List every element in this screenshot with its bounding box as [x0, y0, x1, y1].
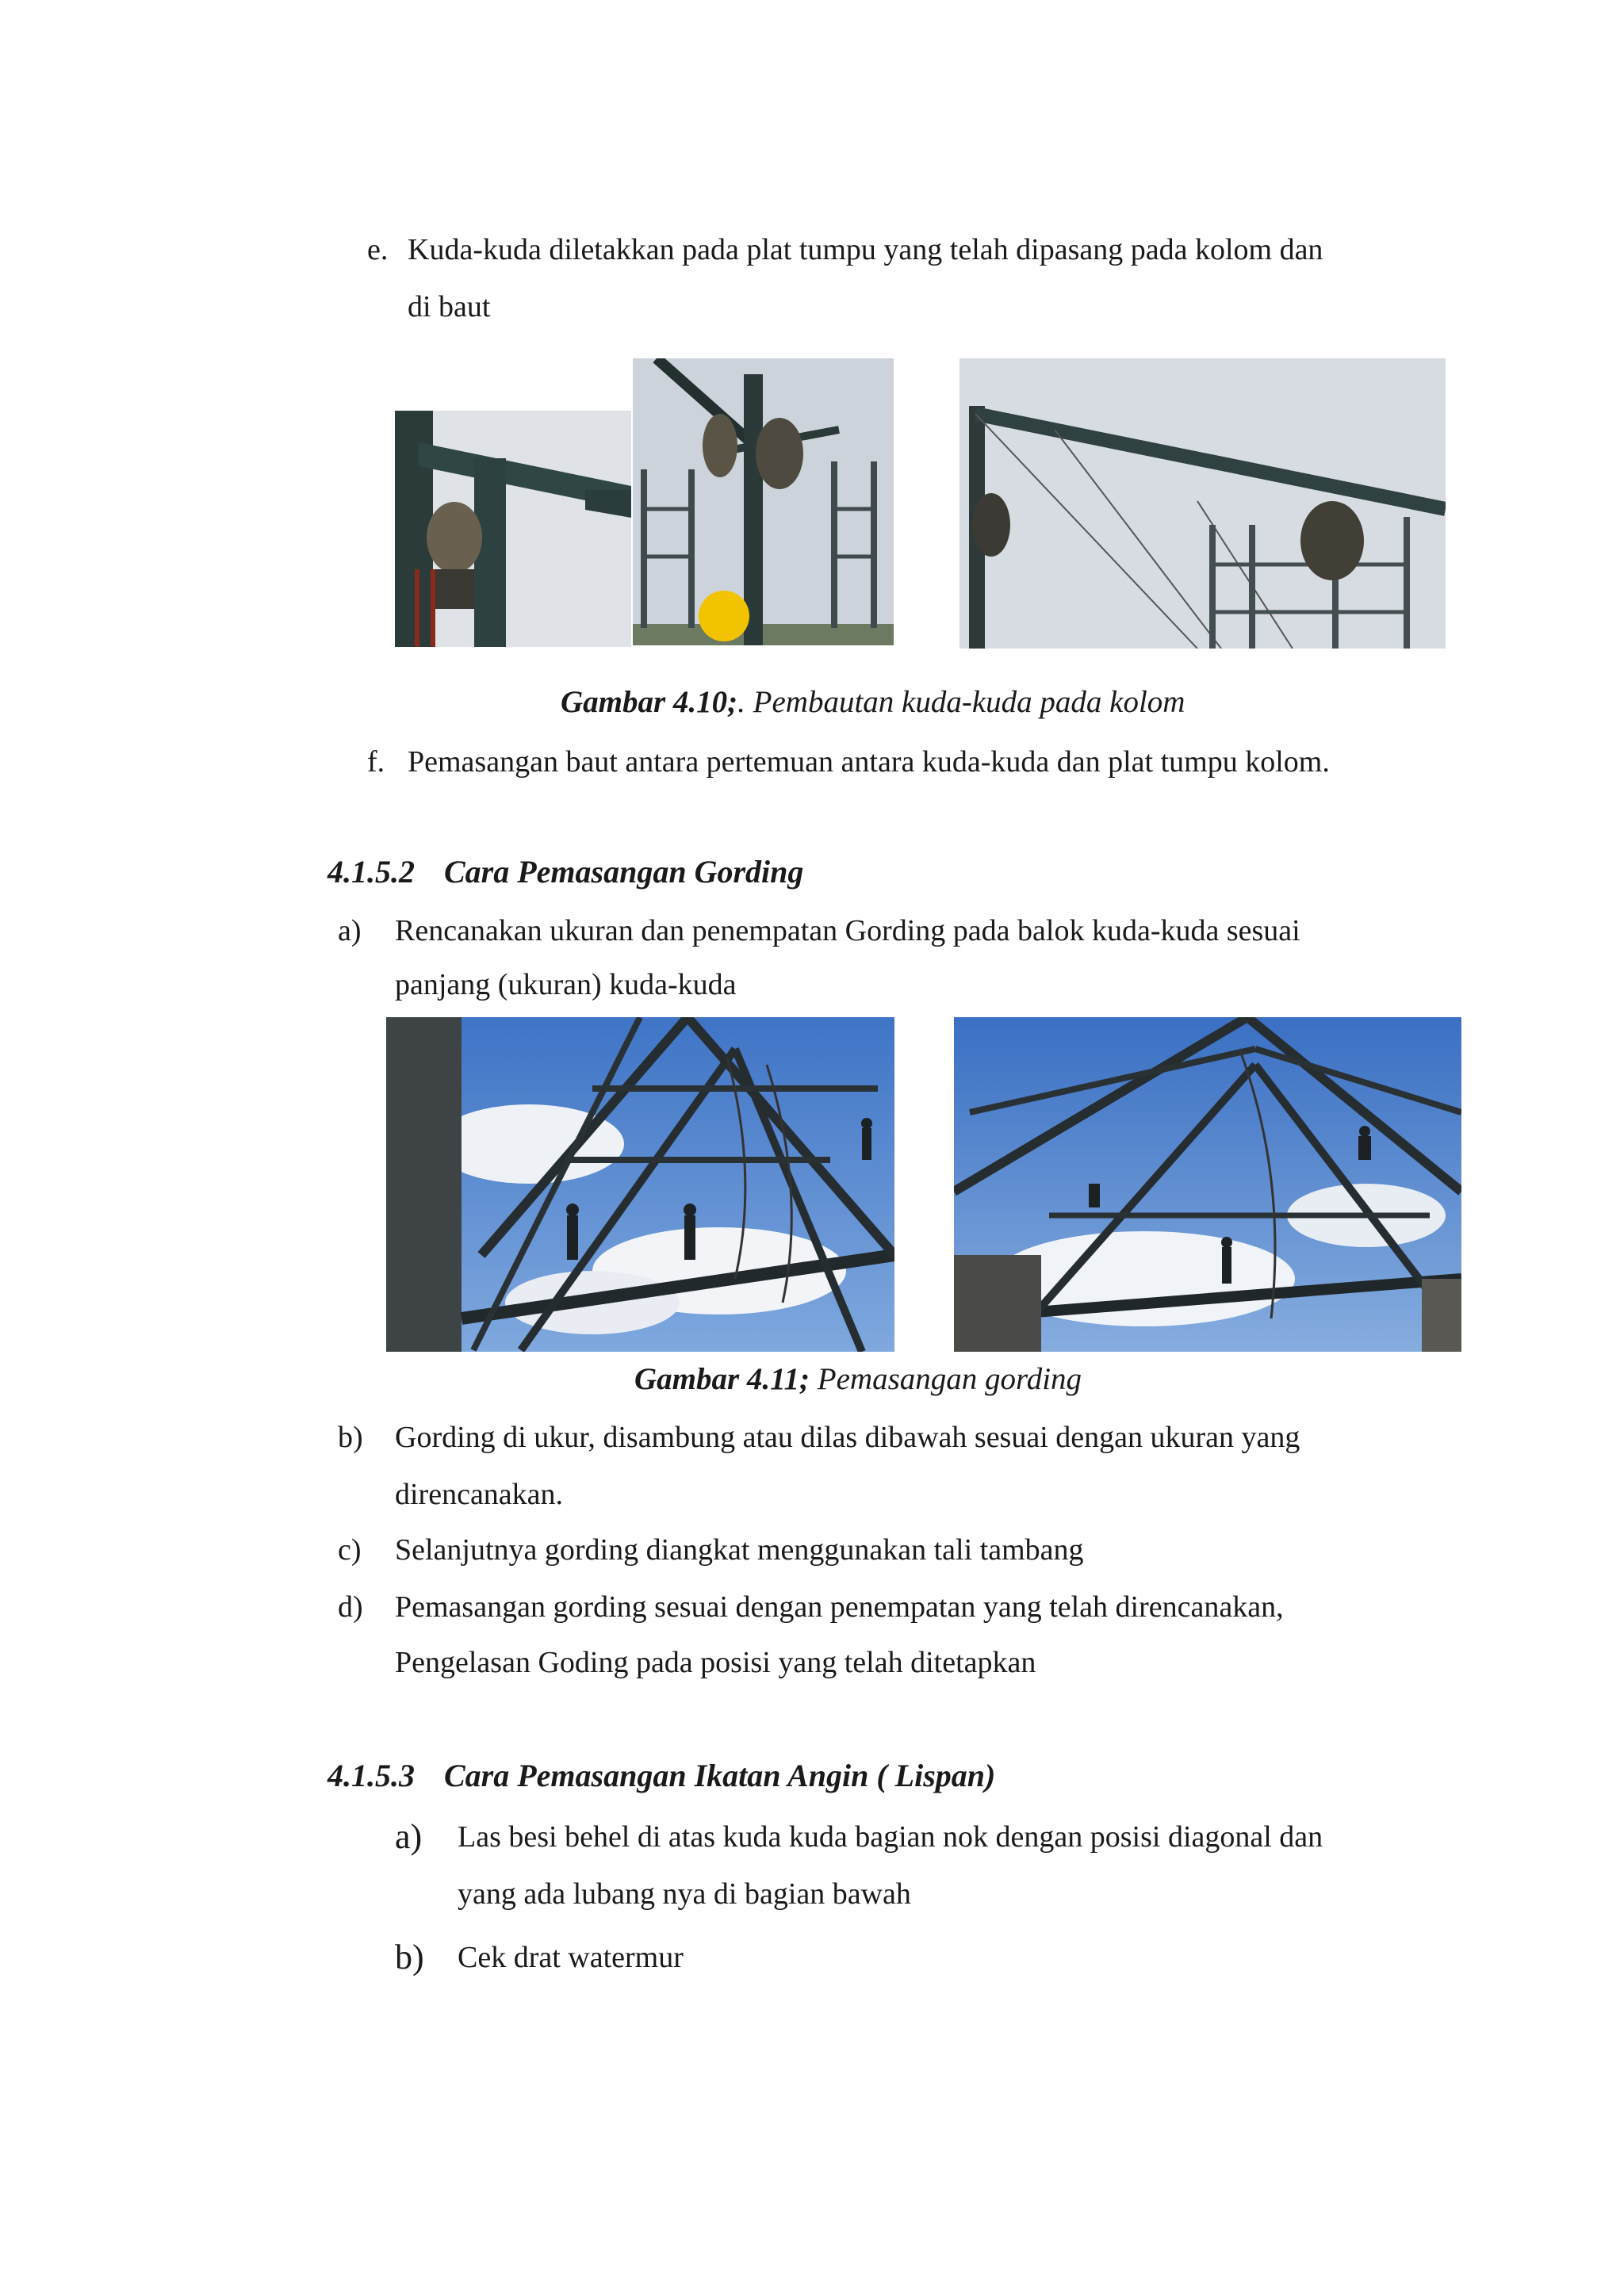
gording-step-d-line1: Pemasangan gording sesuai dengan penempatan yang telah direncanakan, [395, 1590, 1284, 1624]
gording-step-a-line1: Rencanakan ukuran dan penempatan Gording pada balok kuda-kuda sesuai [395, 914, 1300, 947]
section-heading-4-1-5-3 [327, 1757, 995, 1795]
step-f-text: Pemasangan baut antara pertemuan antara kuda-kuda dan plat tumpu kolom. [408, 745, 1330, 779]
gording-step-c-line1: Selanjutnya gording diangkat menggunakan tali tambang [395, 1533, 1084, 1567]
list-marker-b: b) [395, 1938, 424, 1976]
section-title: Cara Pemasangan Gording [444, 854, 804, 890]
list-marker-c: c) [338, 1533, 362, 1567]
gording-step-b-line1: Gording di ukur, disambung atau dilas dibawah sesuai dengan ukuran yang [395, 1421, 1300, 1454]
gording-step-d-line2: Pengelasan Goding pada posisi yang telah ditetapkan [395, 1646, 1036, 1679]
figure-4-10-title: . Pembautan kuda-kuda pada kolom [737, 685, 1185, 719]
figure-4-11-caption [634, 1360, 1082, 1399]
gording-step-a-line2: panjang (ukuran) kuda-kuda [395, 968, 737, 1001]
figure-4-10-label: Gambar 4.10; [561, 685, 738, 719]
step-e-text-line2: di baut [408, 290, 491, 323]
section-number: 4.1.5.2 [327, 854, 415, 890]
photo-truss-bolting-3 [959, 358, 1446, 649]
figure-4-11-label: Gambar 4.11; [634, 1362, 810, 1396]
list-marker-a: a) [338, 914, 362, 947]
figure-4-10-caption [561, 683, 1185, 721]
gording-step-b-line2: direncanakan. [395, 1478, 564, 1511]
lispan-step-a-line1: Las besi behel di atas kuda kuda bagian nok dengan posisi diagonal dan [458, 1820, 1323, 1854]
step-e-text-line1: Kuda-kuda diletakkan pada plat tumpu yang telah dipasang pada kolom dan [408, 233, 1323, 266]
photo-truss-bolting-1 [395, 411, 631, 647]
section-heading-4-1-5-2 [327, 853, 803, 891]
list-marker-d: d) [338, 1590, 363, 1624]
lispan-step-b-line1: Cek drat watermur [458, 1941, 684, 1974]
list-marker-a: a) [395, 1817, 423, 1856]
section-number: 4.1.5.3 [327, 1758, 415, 1793]
figure-4-11-title: Pemasangan gording [810, 1362, 1082, 1396]
list-marker-f: f. [367, 745, 385, 779]
photo-gording-installation-1 [386, 1017, 894, 1352]
section-title: Cara Pemasangan Ikatan Angin ( Lispan) [444, 1758, 996, 1793]
lispan-step-a-line2: yang ada lubang nya di bagian bawah [458, 1877, 911, 1911]
list-marker-e: e. [367, 233, 389, 266]
photo-gording-installation-2 [954, 1017, 1461, 1352]
list-marker-b: b) [338, 1421, 363, 1454]
photo-truss-bolting-2 [633, 358, 894, 645]
